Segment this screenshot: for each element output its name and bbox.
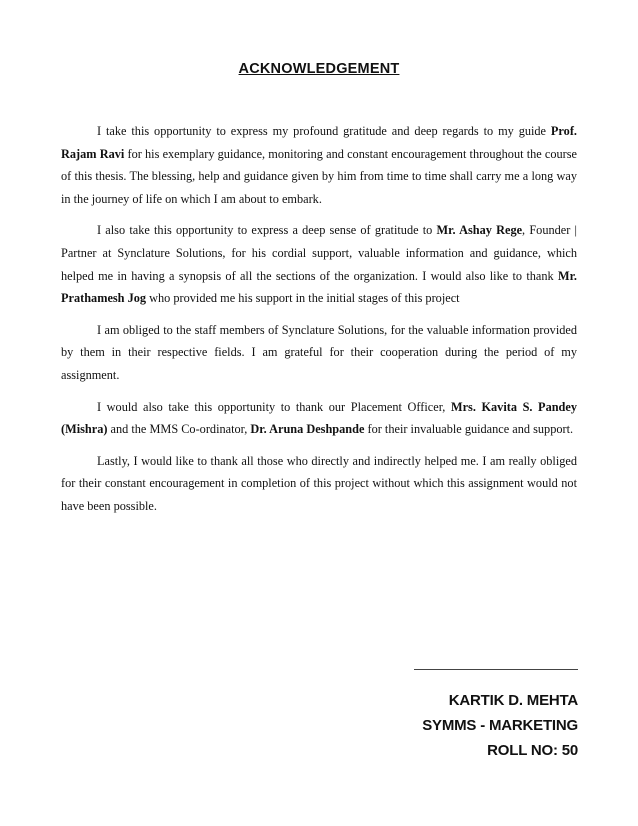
- paragraph-text: I would also take this opportunity to thank our Placement Officer,: [97, 399, 451, 414]
- page-title: ACKNOWLEDGEMENT: [238, 61, 400, 77]
- bold-name: Prof. Rajam Ravi: [61, 124, 577, 161]
- signature-roll: ROLL NO: 50: [487, 742, 578, 759]
- bold-name: Mrs. Kavita S. Pandey (Mishra): [61, 399, 577, 437]
- paragraph-text: I also take this opportunity to express a deep sense of gratitude to: [97, 223, 437, 238]
- signature-name: KARTIK D. MEHTA: [448, 692, 578, 709]
- paragraph-text: , Founder | Partner at Synclature Solutions, for his cordial support, valuable information and guidance, which helped me in having a synopsis of all the sections of the organization. I would also like to thank: [61, 223, 577, 283]
- paragraph-placement: [61, 396, 577, 441]
- paragraph-text: for their invaluable guidance and support.: [364, 422, 574, 437]
- paragraph-text: I am obliged to the staff members of Synclature Solutions, for the valuable information provided by them in their respective fields. I am grateful for their cooperation during the period of my assignment.: [61, 322, 577, 382]
- paragraph-text: for his exemplary guidance, monitoring and constant encouragement throughout the course of this thesis. The blessing, help and guidance given by him from time to time shall carry me a long way in the journey of life on which I am about to embark.: [61, 146, 578, 206]
- paragraph-closing: [61, 450, 577, 518]
- bold-name: Mr. Prathamesh Jog: [61, 268, 577, 306]
- paragraph-text: I take this opportunity to express my profound gratitude and deep regards to my guide: [97, 124, 551, 138]
- paragraph-text: who provided me his support in the initial stages of this project: [146, 291, 460, 306]
- bold-name: Dr. Aruna Deshpande: [250, 422, 365, 437]
- paragraph-guide: [61, 120, 577, 210]
- signature-line: [414, 669, 578, 670]
- paragraph-text: Lastly, I would like to thank all those who directly and indirectly helped me. I am really obliged for their constant encouragement in completion of this project without which this assignment would not have been possible.: [61, 453, 577, 513]
- bold-name: Mr. Ashay Rege: [436, 223, 523, 238]
- paragraph-text: and the MMS Co-ordinator,: [107, 422, 251, 437]
- paragraph-founder: [61, 219, 577, 309]
- signature-block: [422, 688, 578, 763]
- acknowledgement-body: [61, 120, 577, 527]
- paragraph-staff: [61, 319, 577, 387]
- signature-program: SYMMS - MARKETING: [422, 717, 578, 734]
